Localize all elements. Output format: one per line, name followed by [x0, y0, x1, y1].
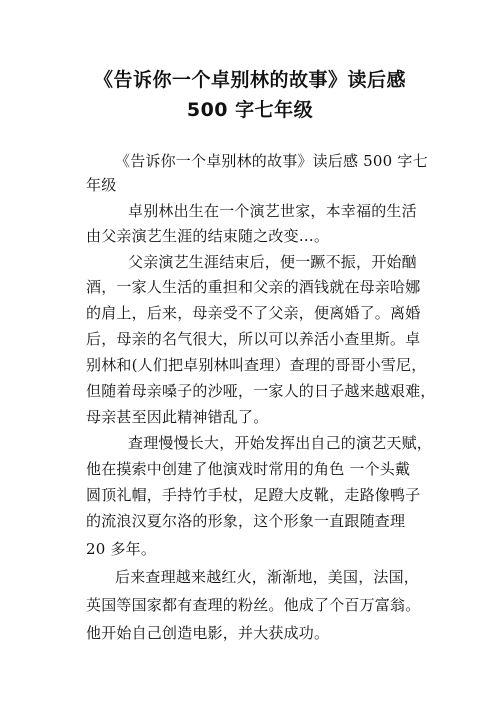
- body-line: 后来查理越来越红火，渐渐地，美国，法国，: [115, 568, 420, 586]
- body-line: 20 多年。: [86, 540, 157, 558]
- body-line: 的流浪汉夏尔洛的形象，这个形象一直跟随查理: [86, 512, 406, 530]
- body-line: 英国等国家都有查理的粉丝。他成了个百万富翁。: [86, 596, 421, 614]
- body-line: 但随着母亲嗓子的沙哑，一家人的日子越来越艰难，: [86, 382, 436, 400]
- body-line: 酒，一家人生活的重担和父亲的酒钱就在母亲哈娜: [86, 278, 421, 296]
- body-line: 母亲甚至因此精神错乱了。: [86, 408, 269, 426]
- body-line: 他开始自己创造电影，并大获成功。: [86, 624, 330, 642]
- document-title-line2: 500 字七年级: [186, 99, 314, 121]
- body-line: 的肩上，后来，母亲受不了父亲，便离婚了。离婚: [86, 304, 421, 322]
- body-line: 后，母亲的名气很大，所以可以养活小查里斯。卓: [86, 330, 421, 348]
- body-line: 查理慢慢长大，开始发挥出自己的演艺天赋，: [128, 434, 433, 452]
- body-line: 由父亲演艺生涯的结束随之改变…。: [86, 227, 330, 245]
- body-line: 圆顶礼帽，手持竹手杖，足蹬大皮靴，走路像鸭子: [86, 486, 421, 504]
- body-line: 卓别林出生在一个演艺世家，本幸福的生活: [128, 202, 417, 220]
- body-line: 父亲演艺生涯结束后，便一蹶不振，开始酗: [128, 253, 417, 271]
- document-title-line1: 《告诉你一个卓别林的故事》读后感: [93, 69, 406, 91]
- body-line: 《告诉你一个卓别林的故事》读后感 500 字七: [115, 152, 428, 170]
- body-line: 别林和(人们把卓别林叫查理）查理的哥哥小雪尼，: [86, 356, 427, 374]
- body-line: 年级: [86, 176, 117, 194]
- body-line: 他在摸索中创建了他演戏时常用的角色 一个头戴: [86, 460, 411, 478]
